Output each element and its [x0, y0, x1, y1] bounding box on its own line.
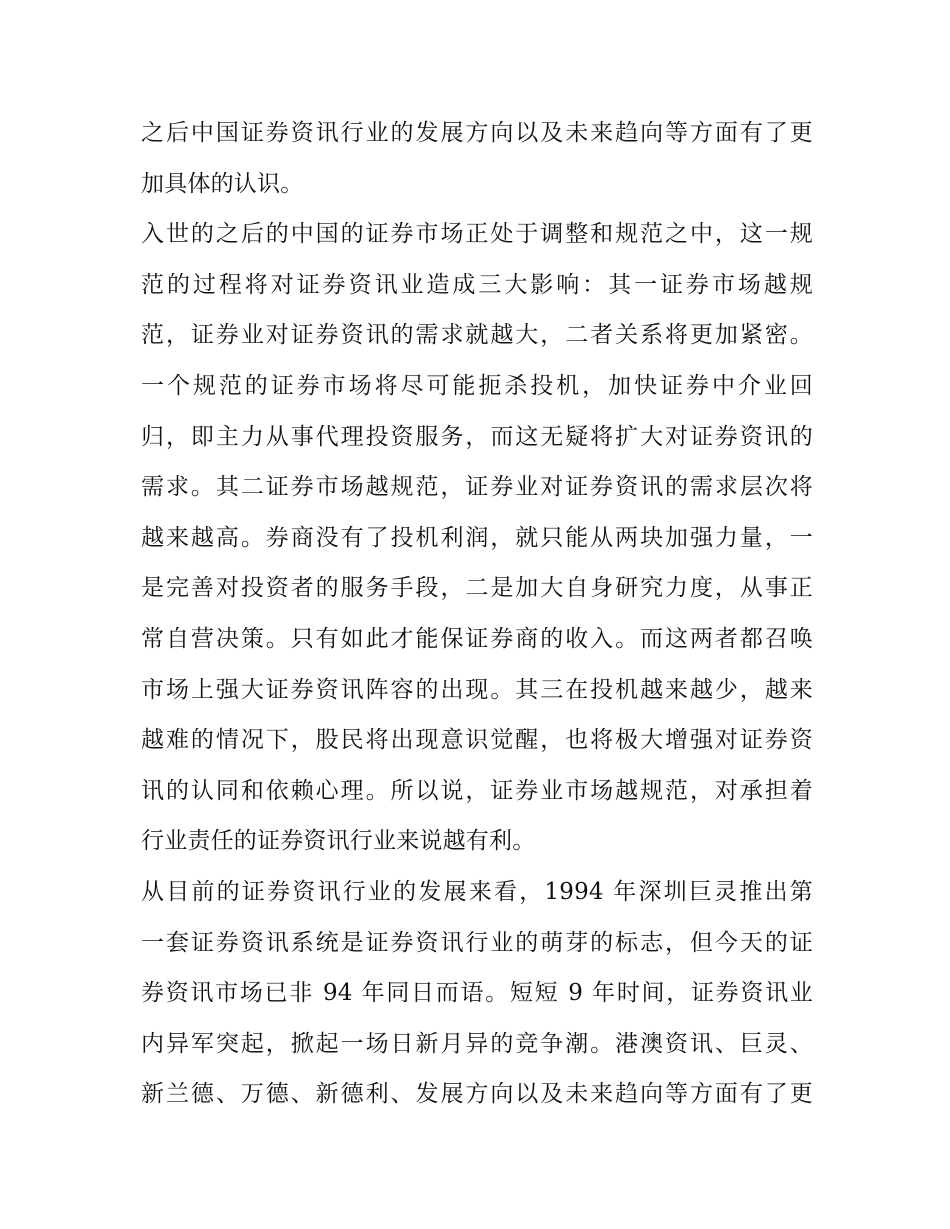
text-line: 越来越高。券商没有了投机利润，就只能从两块加强力量，一 — [141, 524, 813, 551]
document-page — [141, 108, 813, 1120]
text-line: 常自营决策。只有如此才能保证券商的收入。而这两者都召唤 — [141, 625, 813, 652]
text-line: 入世的之后的中国的证券市场正处于调整和规范之中，这一规 — [141, 221, 813, 248]
text-line: 一套证券资讯系统是证券资讯行业的萌芽的标志，但今天的证 — [141, 929, 813, 956]
text-line: 范的过程将对证券资讯业造成三大影响：其一证券市场越规 — [141, 271, 813, 298]
text-line: 范，证券业对证券资讯的需求就越大，二者关系将更加紧密。 — [141, 322, 813, 349]
text-line: 归，即主力从事代理投资服务，而这无疑将扩大对证券资讯的 — [141, 423, 813, 450]
text-line: 券资讯市场已非 94 年同日而语。短短 9 年时间，证券资讯业 — [141, 980, 813, 1007]
text-line: 需求。其二证券市场越规范，证券业对证券资讯的需求层次将 — [141, 474, 813, 501]
text-line: 加具体的认识。 — [141, 170, 304, 197]
text-line: 行业责任的证券资讯行业来说越有利。 — [141, 828, 536, 855]
text-line: 是完善对投资者的服务手段，二是加大自身研究力度，从事正 — [141, 575, 813, 602]
text-line: 之后中国证券资讯行业的发展方向以及未来趋向等方面有了更 — [141, 120, 813, 146]
text-line: 越难的情况下，股民将出现意识觉醒，也将极大增强对证券资 — [141, 727, 813, 754]
text-line: 新兰德、万德、新德利、发展方向以及未来趋向等方面有了更 — [141, 1081, 813, 1108]
text-line: 内异军突起，掀起一场日新月异的竞争潮。港澳资讯、巨灵、 — [141, 1030, 813, 1057]
text-line: 市场上强大证券资讯阵容的出现。其三在投机越来越少，越来 — [141, 676, 813, 703]
text-line: 从目前的证券资讯行业的发展来看，1994 年深圳巨灵推出第 — [141, 878, 813, 905]
text-line: 讯的认同和依赖心理。所以说，证券业市场越规范，对承担着 — [141, 777, 813, 804]
text-line: 一个规范的证券市场将尽可能扼杀投机，加快证券中介业回 — [141, 372, 813, 399]
